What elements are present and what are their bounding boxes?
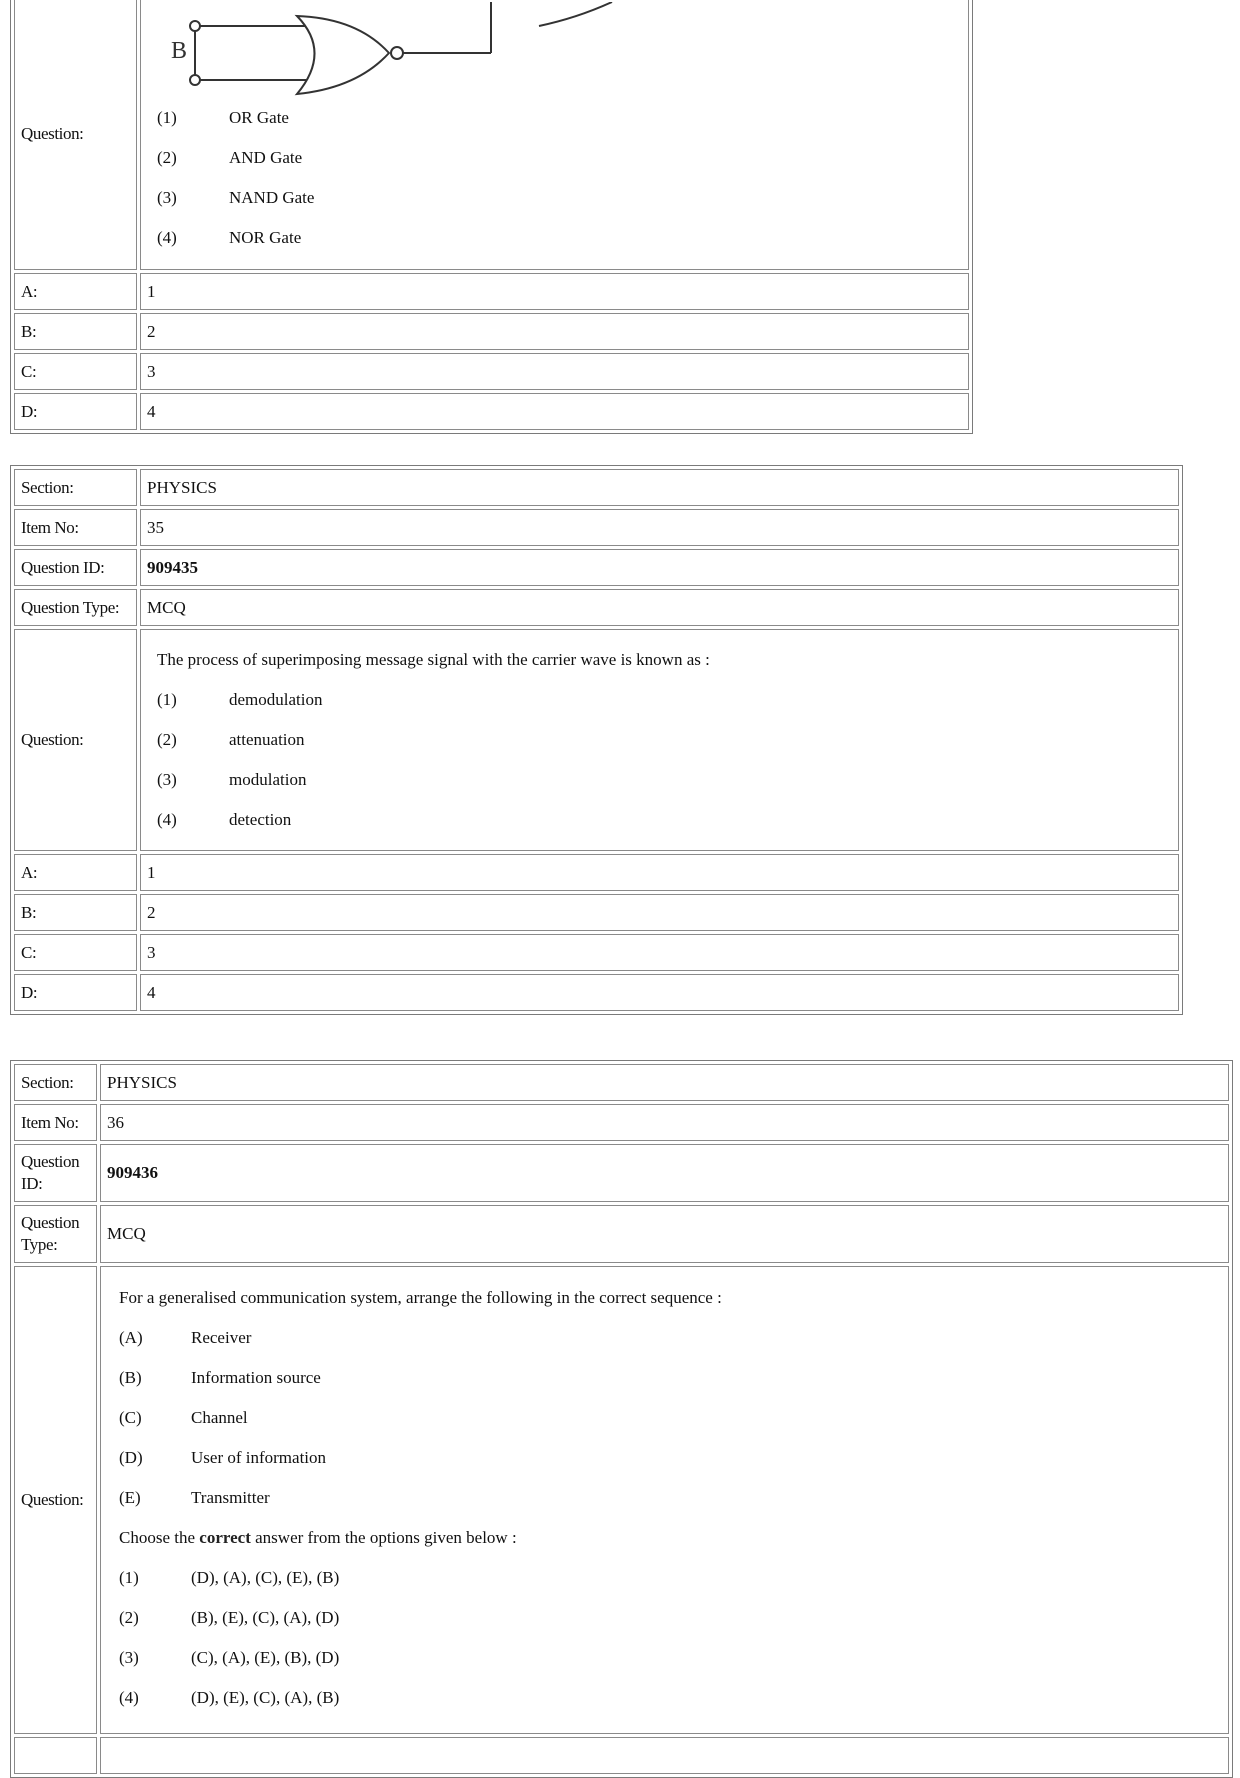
item-num: (C) bbox=[119, 1408, 142, 1427]
question-label: Question: bbox=[14, 629, 137, 851]
answer-label-b: B: bbox=[14, 313, 137, 350]
option-num: (4) bbox=[157, 810, 177, 829]
answer-label-a: A: bbox=[14, 854, 137, 891]
question-body bbox=[140, 0, 969, 270]
section-row bbox=[14, 469, 1179, 506]
question-type-label: Question Type: bbox=[14, 1205, 97, 1263]
option-text: NAND Gate bbox=[229, 188, 315, 207]
diagram-label-b: B bbox=[171, 38, 188, 64]
option-2 bbox=[157, 138, 952, 178]
answer-value-b: 2 bbox=[140, 313, 969, 350]
option-num: (4) bbox=[119, 1688, 139, 1707]
question-stem: The process of superimposing message signal with the carrier wave is known as : bbox=[157, 650, 710, 669]
option-num: (2) bbox=[119, 1608, 139, 1627]
section-value: PHYSICS bbox=[100, 1064, 1229, 1101]
option-num: (3) bbox=[119, 1648, 139, 1667]
question-table-36 bbox=[10, 1060, 1233, 1778]
answer-value-d: 4 bbox=[140, 974, 1179, 1011]
question-id-row bbox=[14, 549, 1179, 586]
option-4 bbox=[157, 218, 952, 258]
answer-row-c bbox=[14, 934, 1179, 971]
option-num: (1) bbox=[119, 1568, 139, 1587]
answer-value-a: 1 bbox=[140, 273, 969, 310]
item-num: (A) bbox=[119, 1328, 143, 1347]
option-1 bbox=[119, 1558, 1218, 1598]
answer-row-d bbox=[14, 974, 1179, 1011]
item-no-value: 35 bbox=[140, 509, 1179, 546]
option-text: AND Gate bbox=[229, 148, 303, 167]
question-id-link[interactable]: 909436 bbox=[100, 1144, 1229, 1202]
option-text: (D), (A), (C), (E), (B) bbox=[191, 1568, 340, 1587]
option-text: (C), (A), (E), (B), (D) bbox=[191, 1648, 340, 1667]
item-num: (B) bbox=[119, 1368, 142, 1387]
choose-instruction bbox=[119, 1518, 1218, 1558]
option-text: OR Gate bbox=[229, 108, 289, 127]
item-b bbox=[119, 1358, 1218, 1398]
question-id-row bbox=[14, 1144, 1229, 1202]
question-body bbox=[100, 1266, 1229, 1734]
answer-row-a bbox=[14, 854, 1179, 891]
answer-value-c: 3 bbox=[140, 934, 1179, 971]
option-num: (1) bbox=[157, 690, 177, 709]
option-4 bbox=[157, 800, 1162, 840]
option-num: (4) bbox=[157, 228, 177, 247]
item-no-value: 36 bbox=[100, 1104, 1229, 1141]
option-3 bbox=[119, 1638, 1218, 1678]
answer-row-partial bbox=[14, 1737, 1229, 1774]
answer-label-a: A: bbox=[14, 273, 137, 310]
answer-value-a: 1 bbox=[140, 854, 1179, 891]
answer-label-d: D: bbox=[14, 974, 137, 1011]
answer-row-b bbox=[14, 894, 1179, 931]
option-num: (2) bbox=[157, 730, 177, 749]
item-text: Transmitter bbox=[191, 1488, 270, 1507]
question-type-value: MCQ bbox=[100, 1205, 1229, 1263]
option-text: detection bbox=[229, 810, 292, 829]
answer-row-c bbox=[14, 353, 969, 390]
question-table-35 bbox=[10, 465, 1183, 1015]
item-d bbox=[119, 1438, 1218, 1478]
item-e bbox=[119, 1478, 1218, 1518]
option-num: (1) bbox=[157, 108, 177, 127]
answer-row-a bbox=[14, 273, 969, 310]
question-stem: For a generalised communication system, arrange the following in the correct sequence : bbox=[119, 1288, 722, 1307]
answer-value-d: 4 bbox=[140, 393, 969, 430]
answer-row-d bbox=[14, 393, 969, 430]
option-text: demodulation bbox=[229, 690, 323, 709]
option-2 bbox=[119, 1598, 1218, 1638]
question-type-label: Question Type: bbox=[14, 589, 137, 626]
option-4 bbox=[119, 1678, 1218, 1718]
nor-gate-diagram bbox=[157, 2, 857, 98]
item-text: Channel bbox=[191, 1408, 248, 1427]
section-label: Section: bbox=[14, 1064, 97, 1101]
question-label: Question: bbox=[14, 0, 137, 270]
option-text: (B), (E), (C), (A), (D) bbox=[191, 1608, 340, 1627]
item-no-row bbox=[14, 509, 1179, 546]
item-no-row bbox=[14, 1104, 1229, 1141]
option-3 bbox=[157, 178, 952, 218]
option-2 bbox=[157, 720, 1162, 760]
option-num: (2) bbox=[157, 148, 177, 167]
item-num: (D) bbox=[119, 1448, 143, 1467]
option-1 bbox=[157, 680, 1162, 720]
answer-label-c: C: bbox=[14, 934, 137, 971]
option-num: (3) bbox=[157, 770, 177, 789]
section-value: PHYSICS bbox=[140, 469, 1179, 506]
question-label: Question: bbox=[14, 1266, 97, 1734]
question-row bbox=[14, 1266, 1229, 1734]
option-text: modulation bbox=[229, 770, 307, 789]
choose-post: answer from the options given below : bbox=[250, 1528, 517, 1547]
answer-label-partial bbox=[14, 1737, 97, 1774]
option-3 bbox=[157, 760, 1162, 800]
item-num: (E) bbox=[119, 1488, 141, 1507]
answer-label-c: C: bbox=[14, 353, 137, 390]
question-id-label: Question ID: bbox=[14, 549, 137, 586]
item-text: User of information bbox=[191, 1448, 327, 1467]
question-type-value: MCQ bbox=[140, 589, 1179, 626]
option-text: (D), (E), (C), (A), (B) bbox=[191, 1688, 340, 1707]
question-id-link[interactable]: 909435 bbox=[140, 549, 1179, 586]
item-text: Information source bbox=[191, 1368, 321, 1387]
item-c bbox=[119, 1398, 1218, 1438]
section-label: Section: bbox=[14, 469, 137, 506]
option-text: attenuation bbox=[229, 730, 305, 749]
item-text: Receiver bbox=[191, 1328, 252, 1347]
answer-value-partial bbox=[100, 1737, 1229, 1774]
answer-row-b bbox=[14, 313, 969, 350]
choose-pre: Choose the bbox=[119, 1528, 200, 1547]
question-type-row bbox=[14, 1205, 1229, 1263]
item-no-label: Item No: bbox=[14, 509, 137, 546]
answer-label-d: D: bbox=[14, 393, 137, 430]
item-a bbox=[119, 1318, 1218, 1358]
question-row bbox=[14, 629, 1179, 851]
question-type-row bbox=[14, 589, 1179, 626]
option-text: NOR Gate bbox=[229, 228, 302, 247]
question-id-label: Question ID: bbox=[14, 1144, 97, 1202]
question-row bbox=[14, 0, 969, 270]
choose-bold: correct bbox=[199, 1528, 251, 1547]
section-row bbox=[14, 1064, 1229, 1101]
answer-value-c: 3 bbox=[140, 353, 969, 390]
logic-gate-diagram bbox=[157, 2, 952, 98]
answer-label-b: B: bbox=[14, 894, 137, 931]
item-no-label: Item No: bbox=[14, 1104, 97, 1141]
answer-value-b: 2 bbox=[140, 894, 1179, 931]
option-num: (3) bbox=[157, 188, 177, 207]
question-body bbox=[140, 629, 1179, 851]
option-1 bbox=[157, 98, 952, 138]
question-table-34 bbox=[10, 0, 973, 434]
